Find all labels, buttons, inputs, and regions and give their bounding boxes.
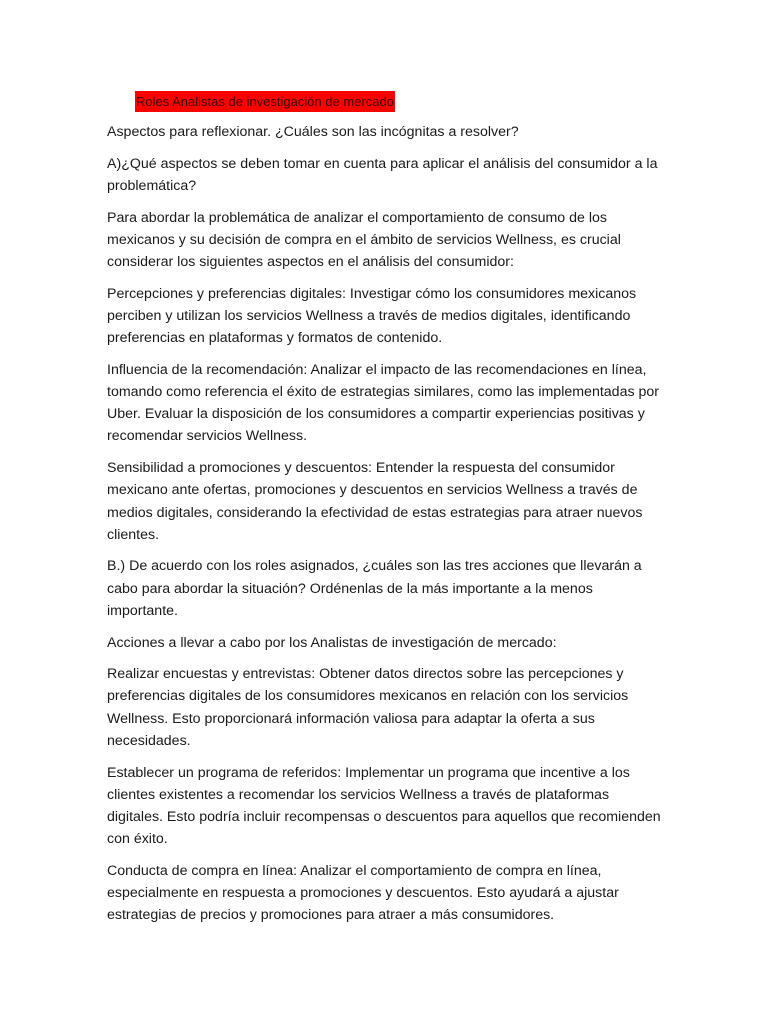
action-online-purchase: Conducta de compra en línea: Analizar el comportamiento de compra en línea, especialmente en respuesta a promociones y descuentos. Esto ayudará a ajustar estrategias de precios y promociones para atraer a más consumidores.: [107, 862, 619, 924]
actions-intro: Acciones a llevar a cabo por los Analistas de investigación de mercado:: [107, 634, 557, 651]
answer-a-intro: Para abordar la problemática de analizar el comportamiento de consumo de los mexicanos y su decisión de compra en el ámbito de servicios Wellness, es crucial considerar los siguientes aspectos en el análisis del consumidor:: [107, 209, 621, 271]
document-heading: Roles Analistas de investigación de mercado: [135, 91, 395, 112]
action-surveys: Realizar encuestas y entrevistas: Obtener datos directos sobre las percepciones y preferencias digitales de los consumidores mexicanos en relación con los servicios Wellness. Esto proporcionará información valiosa para adaptar la oferta a sus necesidades.: [107, 666, 629, 749]
aspect-digital-perceptions: Percepciones y preferencias digitales: Investigar cómo los consumidores mexicanos perciben y utilizan los servicios Wellness a través de medios digitales, identificando preferencias en plataformas y formatos de contenido.: [107, 285, 637, 347]
document-body: [107, 121, 667, 936]
aspect-recommendation-influence: Influencia de la recomendación: Analizar el impacto de las recomendaciones en línea, tomando como referencia el éxito de estrategias similares, como las implementadas por Uber. Evaluar la disposición de los consumidores a compartir experiencias positivas y recomendar servicios Wellness.: [107, 361, 659, 445]
intro-question: Aspectos para reflexionar. ¿Cuáles son las incógnitas a resolver?: [107, 124, 519, 140]
question-a: A)¿Qué aspectos se deben tomar en cuenta para aplicar el análisis del consumidor a la problemática?: [107, 155, 658, 194]
question-b: B.) De acuerdo con los roles asignados, ¿cuáles son las tres acciones que llevarán a cabo para abordar la situación? Ordénenlas de la más importante a la menos importante.: [107, 558, 642, 619]
aspect-promotion-sensitivity: Sensibilidad a promociones y descuentos: Entender la respuesta del consumidor mexicano ante ofertas, promociones y descuentos en servicios Wellness a través de medios digitales, considerando la efectividad de estas estrategias para atraer nuevos clientes.: [107, 460, 643, 543]
action-referral-program: Establecer un programa de referidos: Implementar un programa que incentive a los clientes existentes a recomendar los servicios Wellness a través de plataformas digitales. Esto podría incluir recompensas o descuentos para aquellos que recomienden con éxito.: [107, 764, 661, 848]
